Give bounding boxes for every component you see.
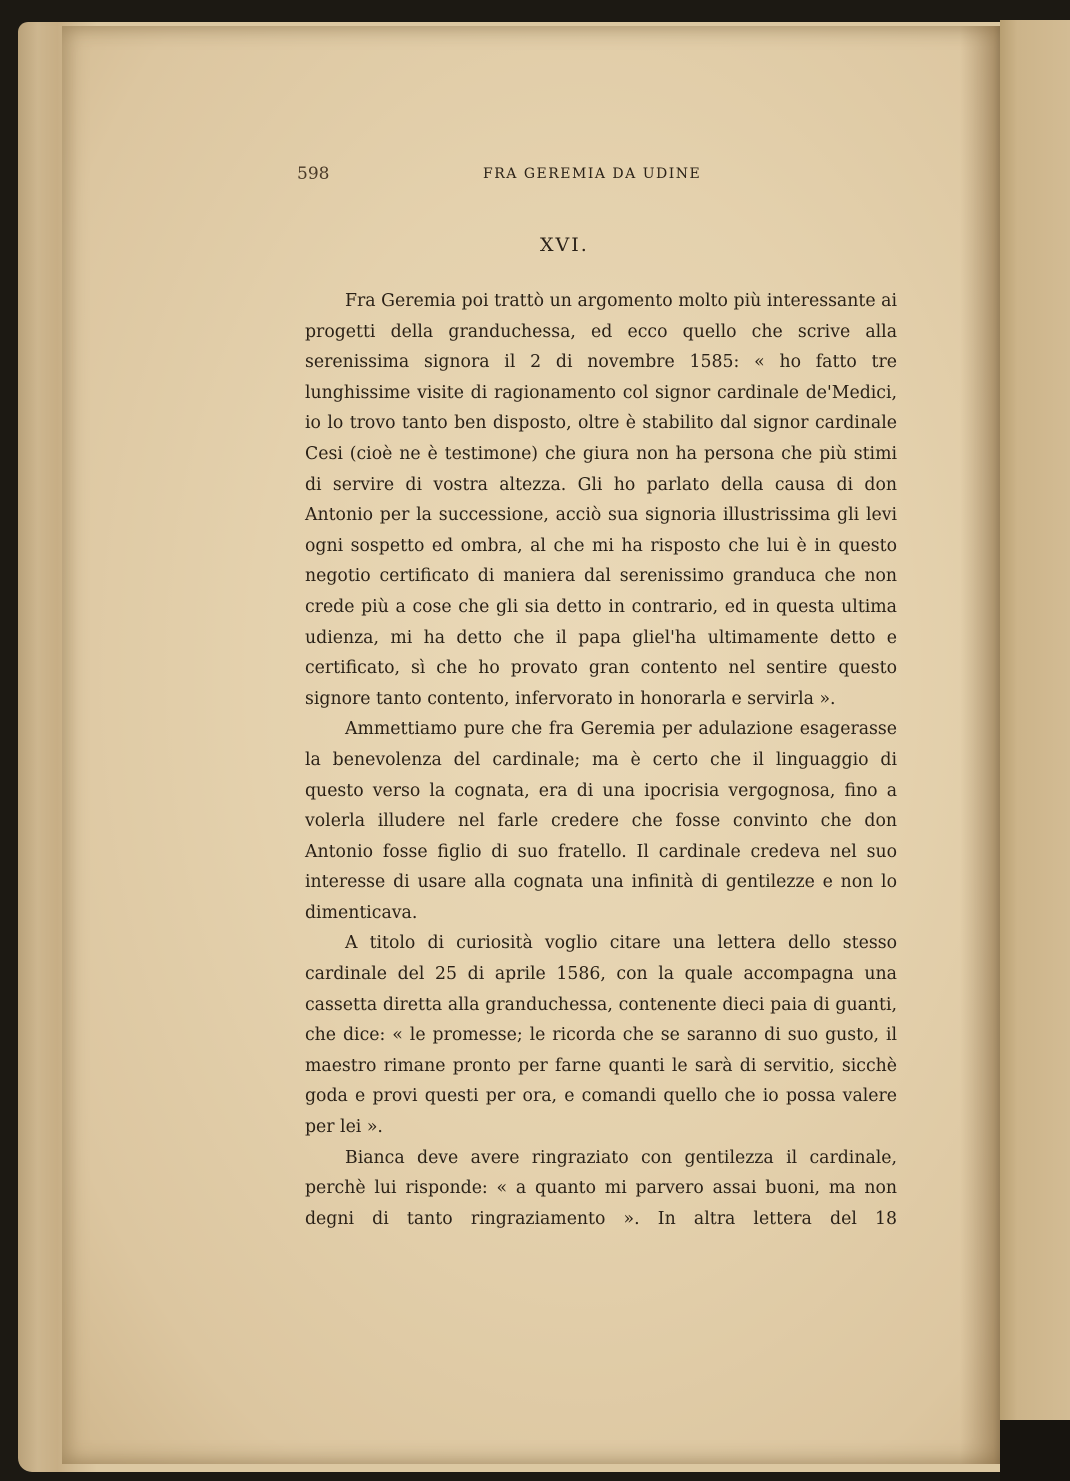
paragraph: Fra Geremia poi trattò un argomento molto più interessante ai progetti della granduchessa, ed ecco quello che scrive alla serenissima signora il 2 di novembre 1585: « ho fatto tre lunghissime visite di ragionamento col signor cardinale de'Medici, io lo trovo tanto ben disposto, oltre è stabilito dal signor cardinale Cesi (cioè ne è testimone) che giura non ha persona che più stimi di servire di vostra altezza. Gli ho parlato della causa di don Antonio per la successione, acciò sua signoria illustrissima gli levi ogni sospetto ed ombra, al che mi ha risposto che lui è in questo negotio certificato di maniera dal serenissimo granduca che non crede più a cose che gli sia detto in contrario, ed in questa ultima udienza, mi ha detto che il papa gliel'ha ultimamente detto e certificato, sì che ho provato gran contento nel sentire questo signore tanto contento, infervorato in honorarla e servirla ». — [305, 291, 897, 709]
page-header — [297, 164, 897, 188]
chapter-heading: XVI. — [540, 234, 589, 256]
page-number: 598 — [297, 164, 330, 184]
paragraph: A titolo di curiosità voglio citare una lettera dello stesso cardinale del 25 di aprile 1586, con la quale accompagna una cassetta diretta alla granduchessa, contenente dieci paia di guanti, che dice: « le promesse; le ricorda che se saranno di suo gusto, il maestro rimane pronto per farne quanti le sarà di servitio, sicchè goda e provi questi per ora, e comandi quello che io possa valere per lei ». — [305, 933, 897, 1138]
body-text — [305, 286, 897, 1234]
facing-page-edge — [1000, 20, 1070, 1460]
paragraph: Bianca deve avere ringraziato con gentilezza il cardinale, perchè lui risponde: « a quanto mi parvero assai buoni, ma non degni di tanto ringraziamento ». In altra lettera del 18 — [305, 1147, 897, 1229]
paragraph: Ammettiamo pure che fra Geremia per adulazione esagerasse la benevolenza del cardinale; ma è certo che il linguaggio di questo verso la cognata, era di una ipocrisia vergognosa, fino a volerla illudere nel farle credere che fosse convinto che don Antonio fosse figlio di suo fratello. Il cardinale credeva nel suo interesse di usare alla cognata una infinità di gentilezze e non lo dimenticava. — [305, 719, 897, 923]
scan-background — [1000, 1420, 1070, 1481]
running-title: FRA GEREMIA DA UDINE — [483, 166, 702, 182]
